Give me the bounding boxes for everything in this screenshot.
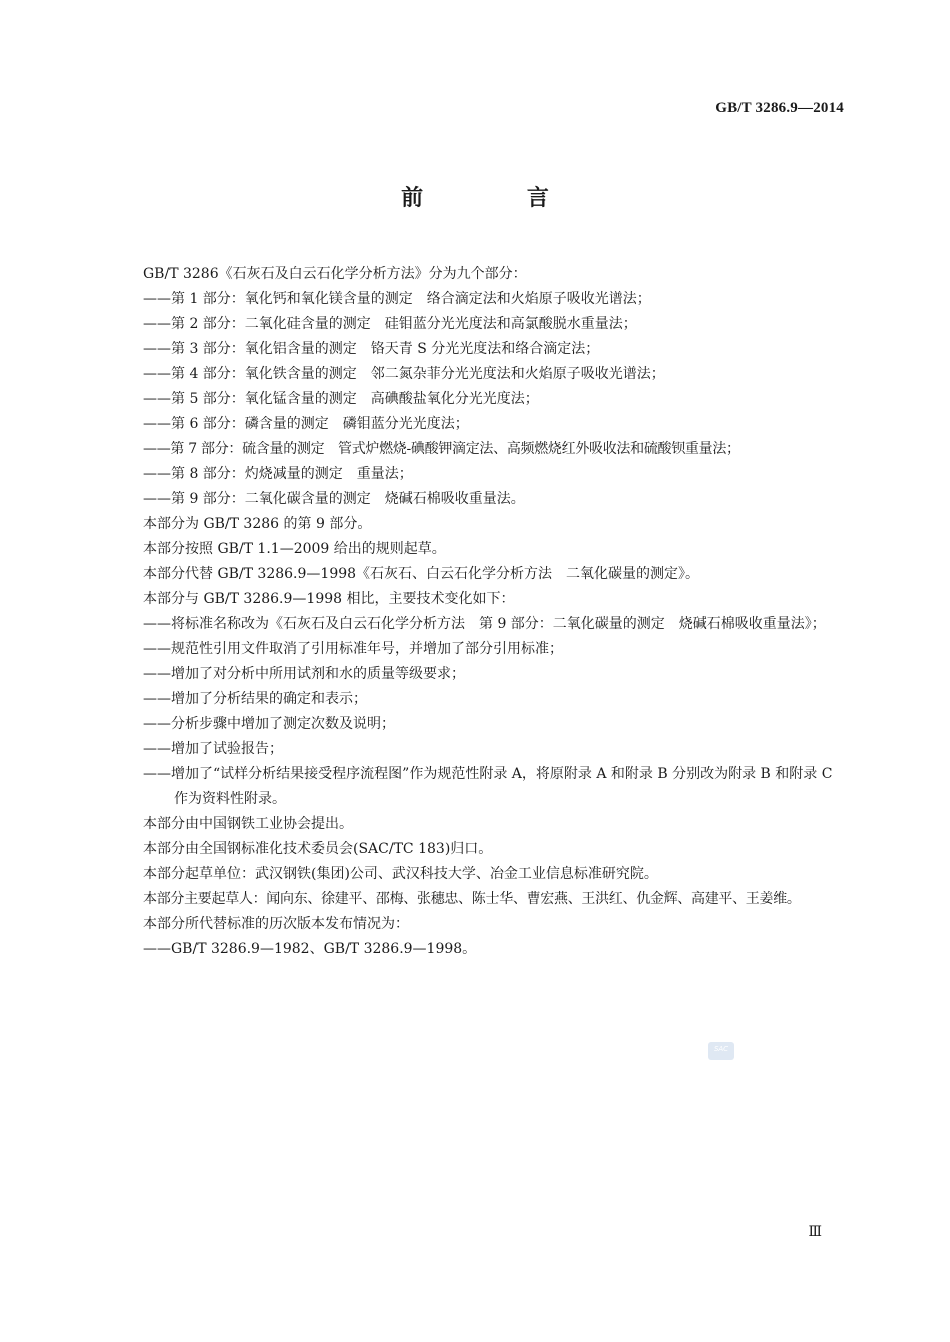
change-list-item: ——增加了试验报告；: [143, 741, 283, 757]
paragraph: 本部分与 GB/T 3286.9—1998 相比，主要技术变化如下：: [143, 591, 515, 607]
change-list-item: ——分析步骤中增加了测定次数及说明；: [143, 716, 395, 732]
paragraph: 本部分由中国钢铁工业协会提出。: [143, 816, 353, 832]
paragraph: 本部分由全国钢标准化技术委员会(SAC/TC 183)归口。: [143, 841, 493, 857]
paragraph: 本部分主要起草人：闻向东、徐建平、邵梅、张穗忠、陈士华、曹宏燕、王洪红、仇金辉、高建平、王姜维。: [143, 891, 801, 907]
part-list-item: ——第 8 部分：灼烧减量的测定 重量法；: [143, 466, 413, 482]
part-list-item: ——第 5 部分：氧化锰含量的测定 高碘酸盐氧化分光光度法；: [143, 391, 539, 407]
paragraph: 本部分起草单位：武汉钢铁(集团)公司、武汉科技大学、冶金工业信息标准研究院。: [143, 866, 658, 882]
part-list-item: ——第 7 部分：硫含量的测定 管式炉燃烧-碘酸钾滴定法、高频燃烧红外吸收法和硫酸钡重量法；: [143, 441, 740, 457]
part-list-item: ——第 1 部分：氧化钙和氧化镁含量的测定 络合滴定法和火焰原子吸收光谱法；: [143, 291, 651, 307]
change-list-item: ——规范性引用文件取消了引用标准年号，并增加了部分引用标准；: [143, 641, 563, 657]
change-list-item: ——增加了分析结果的确定和表示；: [143, 691, 367, 707]
watermark-logo-text: SAC: [713, 1045, 729, 1053]
page-title: 前 言: [401, 185, 597, 211]
intro-line: GB/T 3286《石灰石及白云石化学分析方法》分为九个部分：: [143, 266, 527, 282]
page-number: Ⅲ: [808, 1225, 822, 1240]
part-list-item: ——第 4 部分：氧化铁含量的测定 邻二氮杂菲分光光度法和火焰原子吸收光谱法；: [143, 366, 665, 382]
change-list-item: ——将标准名称改为《石灰石及白云石化学分析方法 第 9 部分：二氧化碳量的测定 烧碱石棉吸收重量法》；: [143, 616, 826, 632]
part-list-item: ——第 6 部分：磷含量的测定 磷钼蓝分光光度法；: [143, 416, 469, 432]
paragraph: 本部分为 GB/T 3286 的第 9 部分。: [143, 516, 372, 532]
paragraph: 本部分代替 GB/T 3286.9—1998《石灰石、白云石化学分析方法 二氧化碳量的测定》。: [143, 566, 700, 582]
change-list-item: ——增加了“试样分析结果接受程序流程图”作为规范性附录 A，将原附录 A 和附录 B 分别改为附录 B 和附录 C 作为资料性附录。: [143, 766, 833, 807]
standard-code: GB/T 3286.9—2014: [715, 100, 844, 116]
history-list-item: ——GB/T 3286.9—1982、GB/T 3286.9—1998。: [143, 941, 477, 957]
paragraph: 本部分所代替标准的历次版本发布情况为：: [143, 916, 409, 932]
foreword-body: [143, 262, 848, 962]
paragraph: 本部分按照 GB/T 1.1—2009 给出的规则起草。: [143, 541, 446, 557]
part-list-item: ——第 3 部分：氧化铝含量的测定 铬天青 S 分光光度法和络合滴定法；: [143, 341, 600, 357]
part-list-item: ——第 9 部分：二氧化碳含量的测定 烧碱石棉吸收重量法。: [143, 491, 525, 507]
part-list-item: ——第 2 部分：二氧化硅含量的测定 硅钼蓝分光光度法和高氯酸脱水重量法；: [143, 316, 637, 332]
change-list-item: ——增加了对分析中所用试剂和水的质量等级要求；: [143, 666, 465, 682]
